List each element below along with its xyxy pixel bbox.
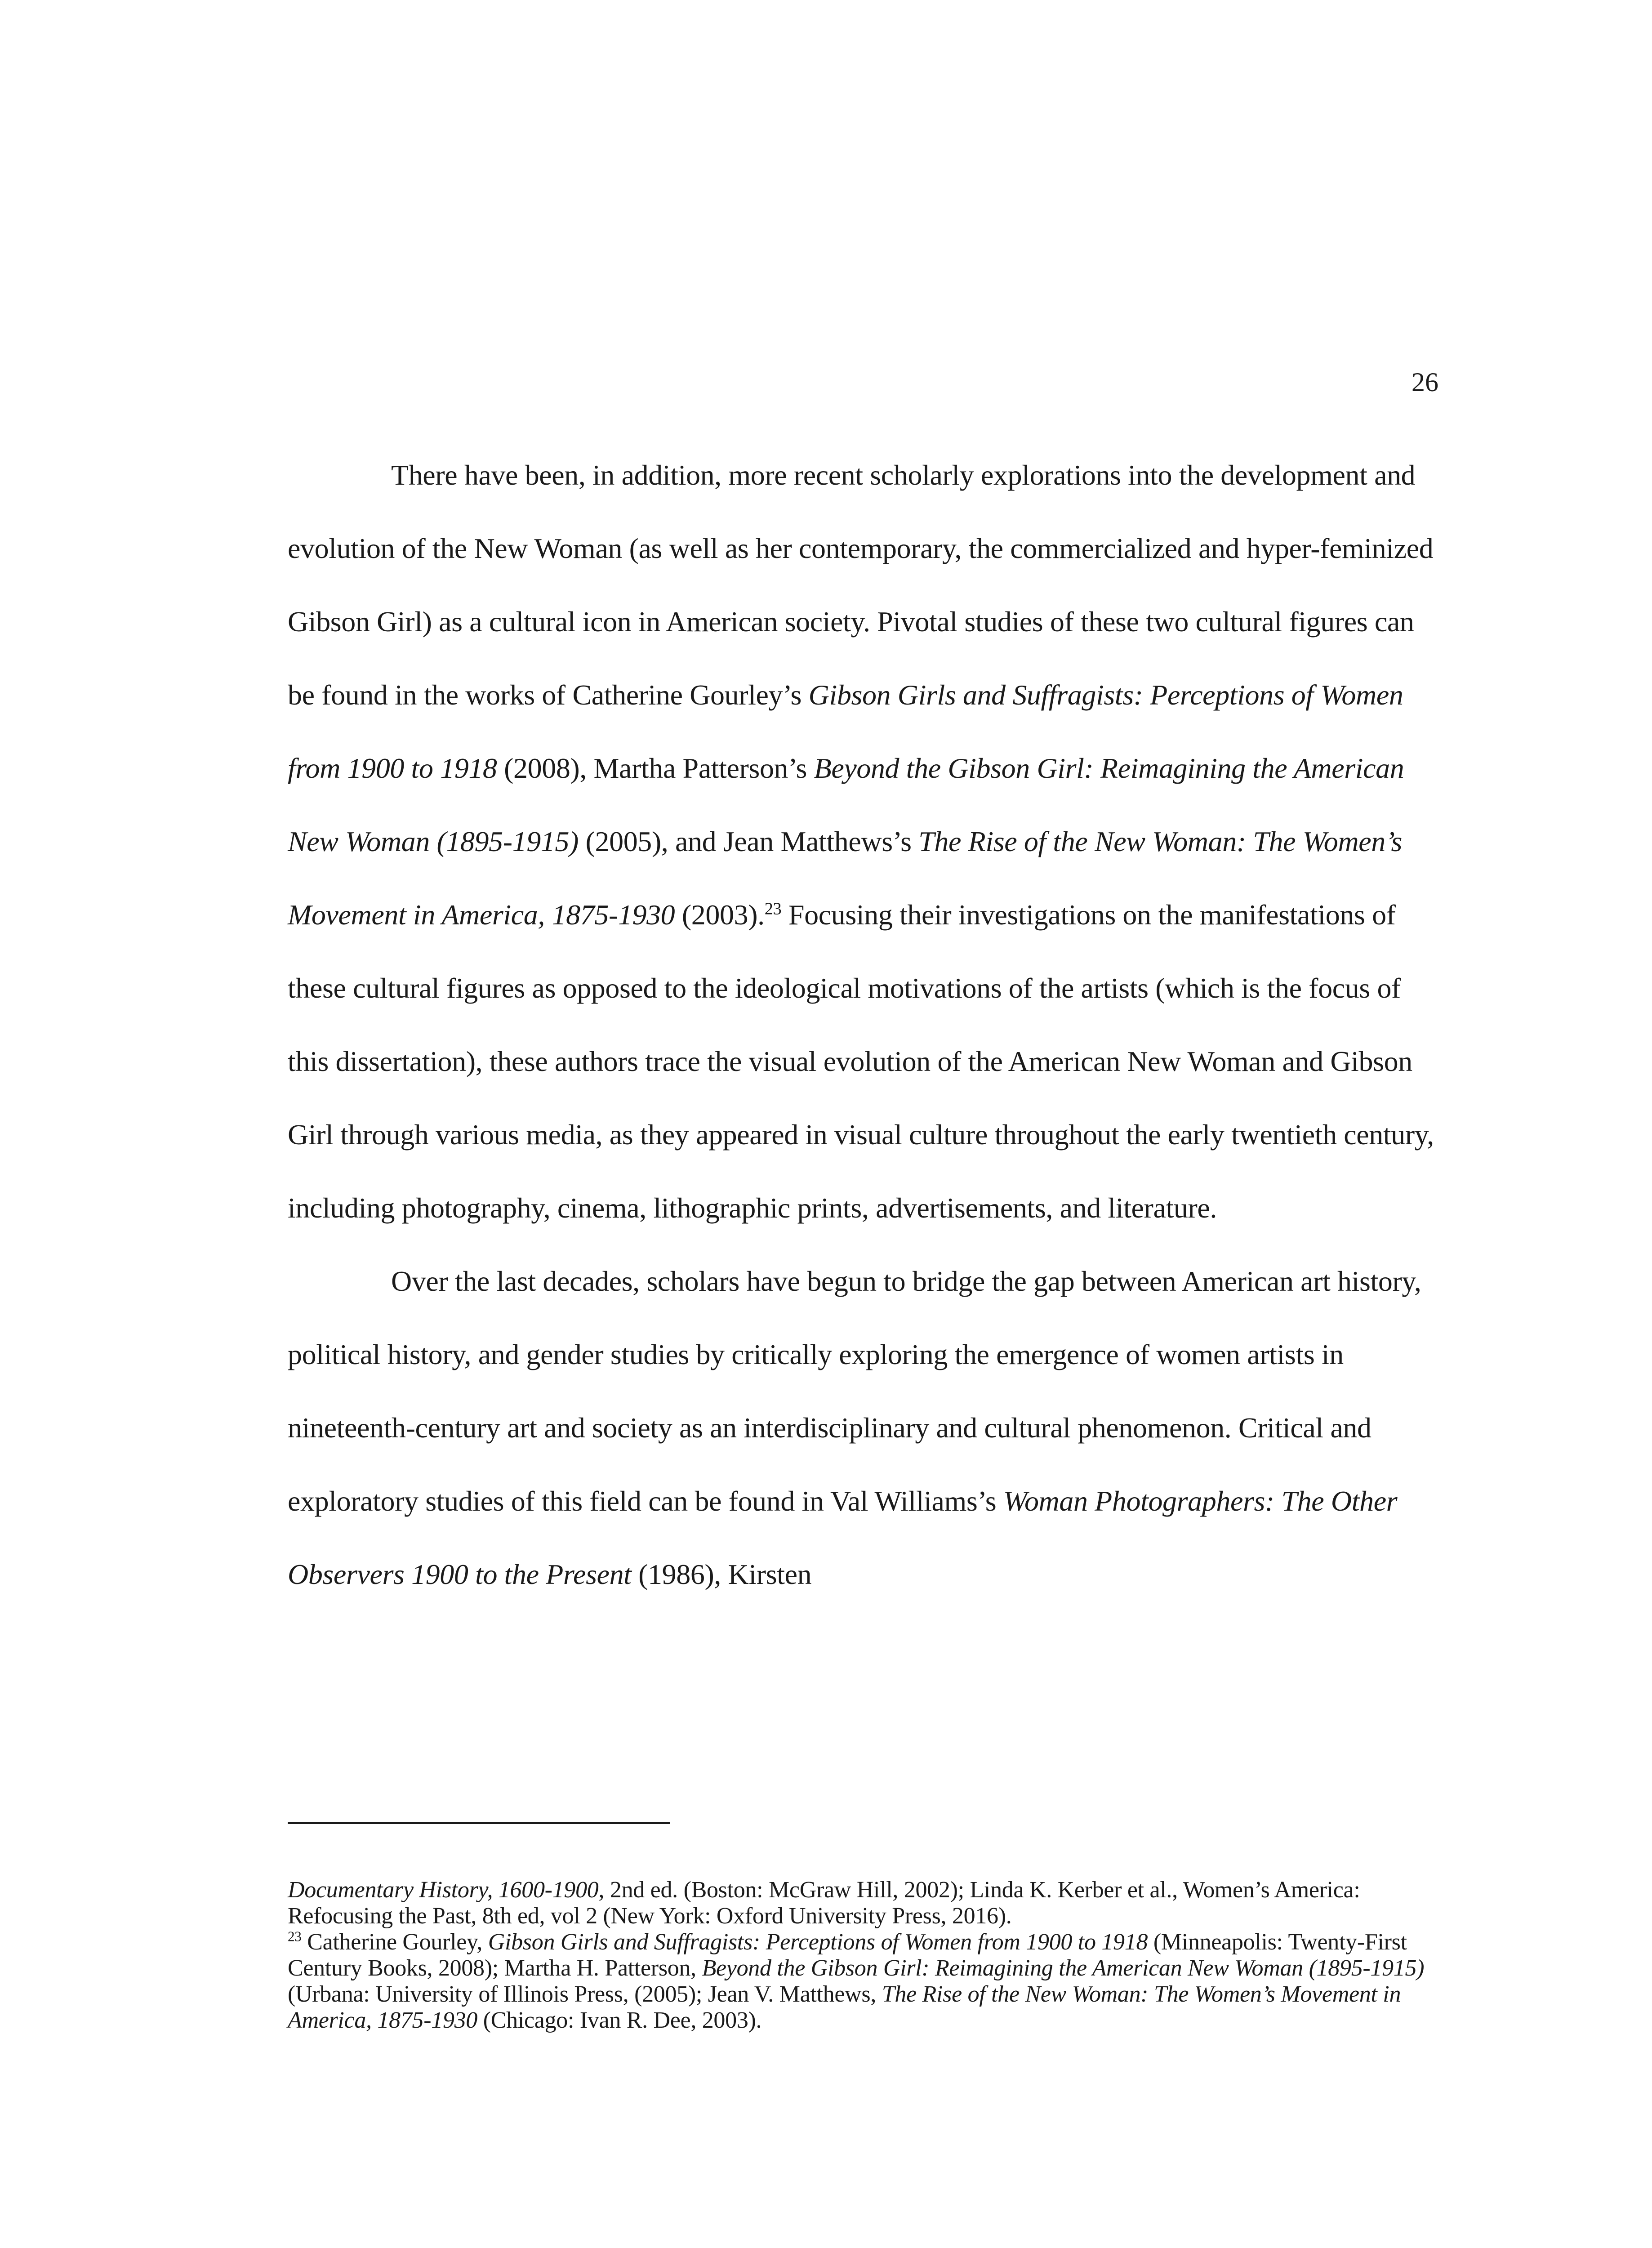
book-title: Beyond the Gibson Girl: Reimagining the American New Woman (1895-1915) (702, 1955, 1425, 1981)
text-run: Catherine Gourley, (301, 1929, 488, 1955)
book-title: Gibson Girls and Suffragists: Perceptions of Women from 1900 to 1918 (488, 1929, 1148, 1955)
text-run: (Chicago: Ivan R. Dee, 2003). (477, 2007, 762, 2033)
text-run: (Urbana: University of Illinois Press, (2005); Jean V. Matthews, (288, 1981, 882, 2007)
book-title: Documentary History, 1600-1900 (288, 1877, 599, 1903)
text-run: (Minneapolis: Twenty-First Century Books, 2008); Martha H. Patterson, (288, 1929, 1407, 1981)
book-title: The Rise of the New Woman: The Women’s Movement in America, 1875-1930 (288, 1981, 1401, 2033)
text-run: (2008), Martha Patterson’s (497, 752, 814, 784)
text-run: (1986), Kirsten (631, 1558, 812, 1590)
footnote-23 (288, 1929, 1438, 2034)
text-run: Focusing their investigations on the manifestations of these cultural figures as opposed to the ideological motivations of the artists (which is the focus of this dissertation), these authors trace the visual evolution of the American New Woman and Gibson Girl through various media, as they appeared in visual culture throughout the early twentieth century, including photography, cinema, lithographic prints, advertisements, and literature. (288, 899, 1434, 1224)
text-run: Over the last decades, scholars have begun to bridge the gap between American art history, political history, and gender studies by critically exploring the emergence of women artists in nineteenth-century art and society as an interdisciplinary and cultural phenomenon. Critical and exploratory studies of this field can be found in Val Williams’s (288, 1265, 1421, 1517)
footnote-divider (288, 1822, 670, 1824)
book-title: Gibson Girls and Suffragists: Perceptions of Women from 1900 to 1918 (288, 679, 1403, 784)
text-run: , 2nd ed. (Boston: McGraw Hill, 2002); Linda K. Kerber et al., Women’s America: Refocusing the Past, 8th ed, vol 2 (New York: Oxford University Press, 2016). (288, 1877, 1360, 1929)
book-title: Beyond the Gibson Girl: Reimagining the American New Woman (1895-1915) (288, 752, 1404, 857)
footnote-ref: 23 (764, 899, 782, 919)
book-title: Woman Photographers: The Other Observers 1900 to the Present (288, 1485, 1398, 1590)
footnote-continuation (288, 1877, 1438, 1929)
book-title: The Rise of the New Woman: The Women’s Movement in America, 1875-1930 (288, 825, 1402, 931)
paragraph (288, 438, 1438, 1244)
footnotes (288, 1877, 1438, 2034)
paragraph (288, 1244, 1438, 1611)
text-run: (2003). (675, 899, 765, 931)
text-run: There have been, in addition, more recent scholarly explorations into the development and evolution of the New Woman (as well as her contemporary, the commercialized and hyper-feminized Gibson Girl) as a cultural icon in American society. Pivotal studies of these two cultural figures can be found in the works of Catherine Gourley’s (288, 459, 1434, 711)
page-number: 26 (1412, 367, 1438, 397)
text-run: (2005), and Jean Matthews’s (578, 825, 919, 857)
body-text (288, 438, 1438, 1611)
footnote-number: 23 (288, 1928, 302, 1945)
